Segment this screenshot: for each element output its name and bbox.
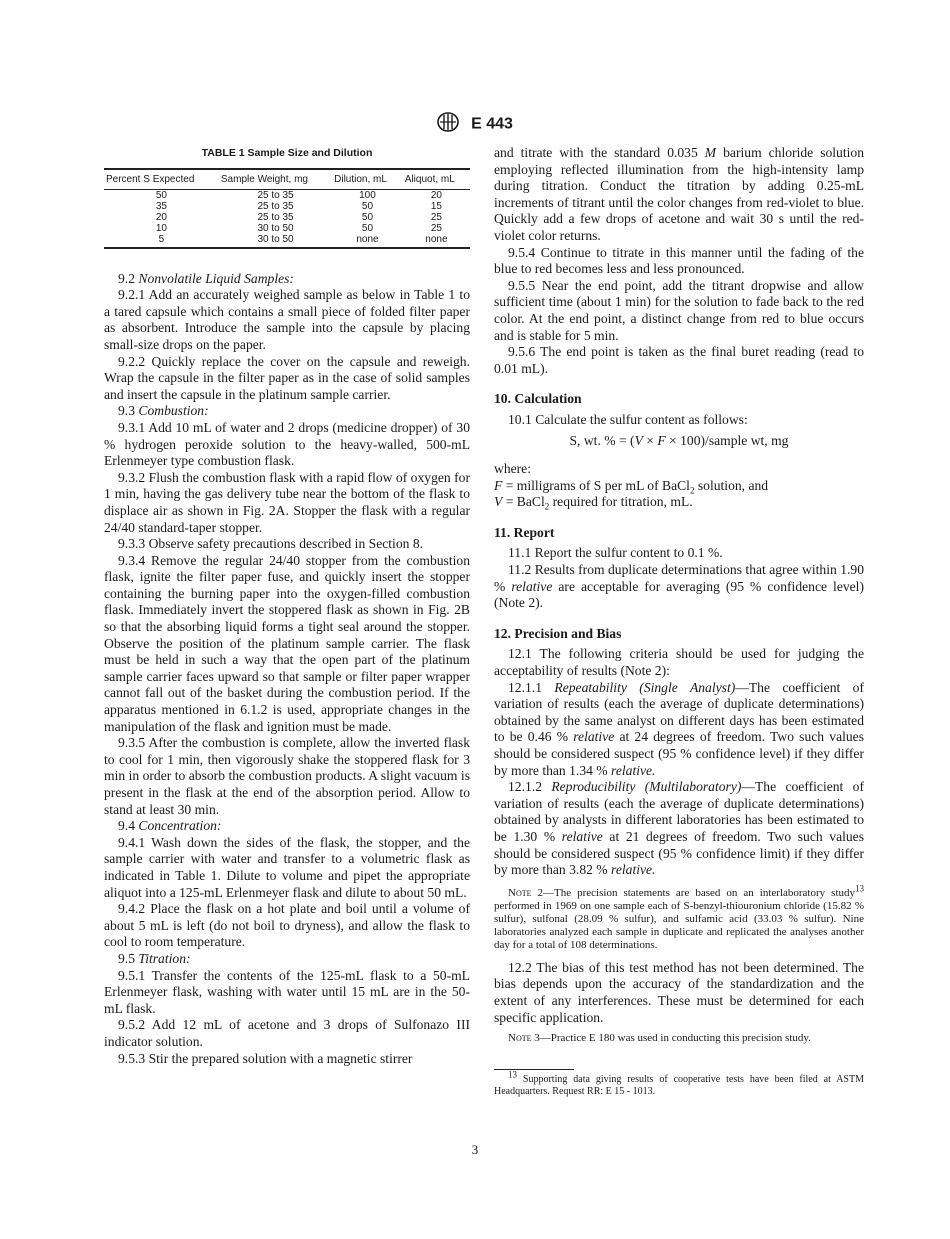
para-12-1-2: 12.1.2 Reproducibility (Multilaboratory)—The coefficient of variation of results (each the average of duplicate determinations) obtained by analysts in different laboratories has been estimated to be 1.30 % relative at 21 degrees of freedom. Two such values should be considered suspect (95 % confidence limit) if they differ by more than 3.82 % relative. bbox=[494, 779, 865, 878]
para-9-3-5: 9.3.5 After the combustion is complete, allow the inverted flask to cool for 1 min, then vigorously shake the stoppered flask for 3 min in order to absorb the combustion products. A slight vacuum is present in the flask at the end of the absorption period. Allow to stand at least 30 min. bbox=[104, 735, 470, 817]
footnote-divider bbox=[494, 1069, 574, 1070]
para-9-3-3: 9.3.3 Observe safety precautions described in Section 8. bbox=[118, 536, 424, 552]
table-cell: 10 bbox=[155, 222, 167, 234]
para-12-2: 12.2 The bias of this test method has not been determined. The bias depends upon the accuracy of the standardization and the extent of any interferences. These must be determined for each specific application. bbox=[494, 959, 864, 1025]
left-column bbox=[104, 145, 470, 1067]
para-9-5-2: 9.5.2 Add 12 mL of acetone and 3 drops of Sulfonazo III indicator solution. bbox=[104, 1017, 470, 1049]
para-9-3-4: 9.3.4 Remove the regular 24/40 stopper from the combustion flask, ignite the filter paper fuse, and quickly insert the stopper containing the burning paper into the oxygen-filled combustion flask. Immediately invert the stoppered flask as shown in Fig. 2B so that the absorbing liquid forms a tight seal around the stopper. Observe the position of the platinum sample carrier. The flask must be held in such a way that the open part of the platinum sample carrier faces upward so that sample or filter paper wrapper cannot fall out of the basket during the combustion period. If the apparatus mentioned in 6.1.2 is used, appropriate changes in the manipulation of the flask and ignition must be made. bbox=[104, 552, 470, 734]
para-9-5-3-continued: and titrate with the standard 0.035 M barium chloride solution employing reflected illumination from the high-intensity lamp during titration. Conduct the titration by adding 0.25-mL increments of titrant until the color changes from red-violet to blue. Quickly add a few drops of acetone and wait 30 s until the red-violet color returns. bbox=[494, 145, 864, 243]
section-12-heading: 12. Precision and Bias bbox=[494, 625, 622, 641]
table-cell: 25 to 35 bbox=[257, 211, 294, 223]
table-cell: 50 bbox=[361, 222, 374, 234]
para-9-4-2: 9.4.2 Place the flask on a hot plate and boil until a volume of about 5 mL is left (do not boil to dryness), and allow the flask to cool to room temperature. bbox=[104, 901, 470, 950]
table-row bbox=[104, 201, 470, 212]
table-cell: none bbox=[403, 234, 470, 248]
para-9-5-3: 9.5.3 Stir the prepared solution with a magnetic stirrer bbox=[118, 1050, 413, 1066]
para-12-1-1: 12.1.1 Repeatability (Single Analyst)—The coefficient of variation of results (each the average of duplicate determinations) obtained by the same analyst on different days has been estimated to be 0.46 % relative at 24 degrees of freedom. Two such values should be considered suspect (95 % confidence level) if they differ by more than 1.34 % relative. bbox=[494, 679, 864, 778]
sulfur-formula: S, wt. % = (V × F × 100)/sample wt, mg bbox=[569, 432, 789, 448]
para-9-3-1: 9.3.1 Add 10 mL of water and 2 drops (medicine dropper) of 30 % hydrogen peroxide solution to the heavy-walled, 500-mL Erlenmeyer type combustion flask. bbox=[104, 419, 470, 469]
table-cell: 5 bbox=[104, 234, 219, 248]
where-label: where: bbox=[494, 461, 531, 477]
col-header-weight: Sample Weight, mg bbox=[219, 169, 332, 190]
table-row bbox=[104, 189, 470, 201]
para-11-1: 11.1 Report the sulfur content to 0.1 %. bbox=[508, 545, 723, 561]
col-header-dilution: Dilution, mL bbox=[332, 169, 403, 190]
para-9-4-1: 9.4.1 Wash down the sides of the flask, the stopper, and the sample carrier with water and transfer to a volumetric flask as indicated in Table 1. Dilute to volume and pipet the appropriate aliquot into a 125-mL Erlenmeyer flask and dilute to about 50 mL. bbox=[104, 834, 470, 900]
sample-size-table bbox=[104, 168, 470, 249]
right-column bbox=[494, 145, 864, 1098]
table-cell: 30 to 50 bbox=[219, 234, 332, 248]
para-10-1: 10.1 Calculate the sulfur content as follows: bbox=[508, 411, 748, 427]
table-row bbox=[104, 234, 470, 248]
footnote-13: $^{13}$ Supporting data giving results of cooperative tests have been filed at ASTM Headquarters. Request RR: E 15 - 1013. bbox=[494, 1069, 864, 1098]
page-header bbox=[0, 112, 950, 137]
table-cell: 20 bbox=[430, 189, 442, 201]
table-cell: 25 bbox=[430, 211, 442, 223]
para-9-5-5: 9.5.5 Near the end point, add the titrant dropwise and allow sufficient time (about 1 min) for the solution to fade back to the red color. At the end point, a distinct change from red to blue occurs and is stable for 5 min. bbox=[494, 277, 864, 343]
para-9-5-6: 9.5.6 The end point is taken as the final buret reading (read to 0.01 mL). bbox=[494, 344, 864, 376]
standard-code: E 443 bbox=[471, 115, 513, 133]
section-9-2-heading: 9.2 Nonvolatile Liquid Samples: bbox=[118, 270, 294, 286]
table-row bbox=[104, 212, 470, 223]
para-9-2-2: 9.2.2 Quickly replace the cover on the capsule and reweigh. Wrap the capsule in the filter paper as in the case of solid samples and insert the capsule in the platinum sample carrier. bbox=[104, 353, 470, 402]
table-cell: none bbox=[332, 234, 403, 248]
note-2: Note 2—The precision statements are based on an interlaboratory study$^{13}$ performed in 1969 on one sample each of S-benzyl-thiouronium chloride (15.82 % sulfur), sulfonal (28.09 % sulfur), and sulfamic acid (33.03 % sulfur). Nine laboratories analyzed each sample in duplicate and replicated the analyses another day for a total of 108 determinations. bbox=[494, 883, 864, 951]
definition-f: F = milligrams of S per mL of BaCl$_2$ solution, and bbox=[494, 477, 769, 496]
table-cell: 25 bbox=[430, 222, 442, 234]
para-9-5-1: 9.5.1 Transfer the contents of the 125-mL flask to a 50-mL Erlenmeyer flask, washing with water until 15 mL are in the 50-mL flask. bbox=[104, 967, 470, 1016]
table-cell: 30 to 50 bbox=[257, 222, 294, 234]
note-3: Note 3—Practice E 180 was used in conducting this precision study. bbox=[508, 1032, 811, 1045]
page-number: 3 bbox=[471, 1142, 479, 1157]
para-9-3-2: 9.3.2 Flush the combustion flask with a rapid flow of oxygen for 1 min, having the gas delivery tube near the bottom of the flask to displace air as shown in Fig. 2A. Stopper the flask with a regular 24/40 standard-taper stopper. bbox=[104, 469, 470, 535]
para-9-2-1: 9.2.1 Add an accurately weighed sample as below in Table 1 to a tared capsule which contains a small piece of folded filter paper as absorbent. Introduce the sample into the capsule by placing small-size drops on the paper. bbox=[104, 287, 470, 352]
table-cell: 25 to 35 bbox=[257, 189, 294, 201]
table-cell: 50 bbox=[361, 211, 374, 223]
table-cell: 35 bbox=[155, 200, 167, 212]
section-9-5-heading: 9.5 Titration: bbox=[118, 950, 191, 966]
table-cell: 50 bbox=[155, 189, 167, 201]
table-title: TABLE 1 Sample Size and Dilution bbox=[201, 147, 373, 159]
section-9-3-heading: 9.3 Combustion: bbox=[118, 403, 209, 419]
section-10-heading: 10. Calculation bbox=[494, 391, 582, 407]
col-header-percent: Percent S Expected bbox=[104, 169, 219, 190]
table-cell: 100 bbox=[359, 189, 376, 201]
table-header-row bbox=[104, 169, 470, 190]
col-header-aliquot: Aliquot, mL bbox=[403, 169, 470, 190]
definition-v: V = BaCl$_2$ required for titration, mL. bbox=[494, 494, 693, 512]
table-cell: 25 to 35 bbox=[257, 200, 294, 212]
section-9-4-heading: 9.4 Concentration: bbox=[118, 818, 222, 834]
para-11-2: 11.2 Results from duplicate determinations that agree within 1.90 % relative are acceptable for averaging (95 % confidence level) (Note 2). bbox=[494, 562, 864, 611]
para-12-1: 12.1 The following criteria should be used for judging the acceptability of results (Note 2): bbox=[494, 646, 864, 679]
table-cell: 20 bbox=[155, 211, 167, 223]
table-row bbox=[104, 223, 470, 234]
astm-logo-icon bbox=[437, 112, 459, 137]
table-cell: 15 bbox=[430, 200, 442, 212]
para-9-5-4: 9.5.4 Continue to titrate in this manner until the fading of the blue to red becomes less and less pronounced. bbox=[494, 244, 864, 277]
table-cell: 50 bbox=[361, 200, 374, 212]
section-11-heading: 11. Report bbox=[494, 524, 555, 540]
